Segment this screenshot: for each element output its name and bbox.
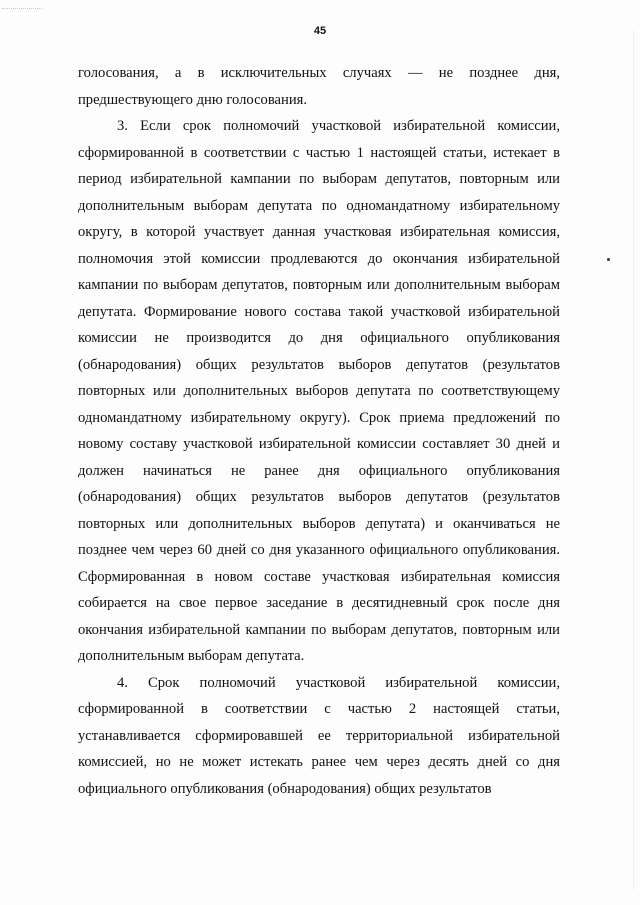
page-number: 45 bbox=[313, 25, 327, 37]
document-body bbox=[78, 60, 560, 802]
paragraph-item-3: 3. Если срок полномочий участковой избирательной комиссии, сформированной в соответствии с частью 1 настоящей статьи, истекает в период избирательной кампании по выборам депутатов, повторным или дополнительным выборам депутата по одномандатному избирательному округу, в которой участвует данная участковая избирательная комиссия, полномочия этой комиссии продлеваются до окончания избирательной кампании по выборам депутатов, повторным или дополнительным выборам депутата. Формирование нового состава такой участковой избирательной комиссии не производится до дня официального опубликования (обнародования) общих результатов выборов депутатов (результатов повторных или дополнительных выборов депутата по соответствующему одномандатному избирательному округу). Срок приема предложений по новому составу участковой избирательной комиссии составляет 30 дней и должен начинаться не ранее дня официального опубликования (обнародования) общих результатов выборов депутатов (результатов повторных или дополнительных выборов депутата) и оканчиваться не позднее чем через 60 дней со дня указанного официального опубликования. Сформированная в новом составе участковая избирательная комиссия собирается на свое первое заседание в десятидневный срок после дня окончания избирательной кампании по выборам депутатов, повторным или дополнительным выборам депутата. bbox=[78, 118, 560, 664]
paragraph-item-4: 4. Срок полномочий участковой избирательной комиссии, сформированной в соответствии с частью 2 настоящей статьи, устанавливается сформировавшей ее территориальной избирательной комиссией, но не может истекать ранее чем через десять дней со дня официального опубликования (обнародования) общих результатов bbox=[78, 674, 560, 797]
margin-dot-mark bbox=[607, 258, 610, 261]
paragraph-continuation: голосования, а в исключительных случаях — не позднее дня, предшествующего дню голосования. bbox=[78, 65, 560, 108]
scan-edge-line bbox=[633, 30, 634, 890]
scan-edge-mark bbox=[2, 8, 42, 13]
